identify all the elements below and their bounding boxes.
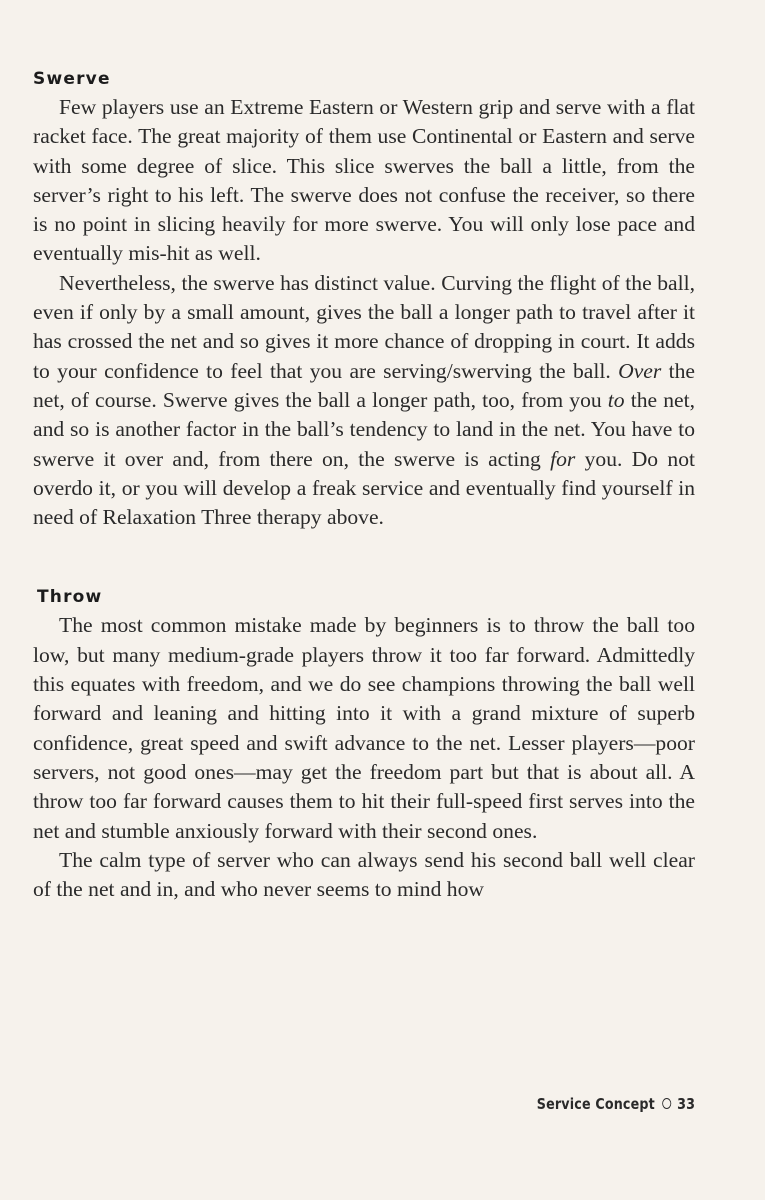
circle-separator-icon: [662, 1098, 671, 1109]
throw-paragraph-1: The most common mistake made by beginners is to throw the ball too low, but many medium-grade players throw it too far forward. Admittedly this equates with freedom, and we do see champions throwing the ball well forward and leaning and hitting into it with a grand mixture of superb confidence, great speed and swift advance to the net. Lesser players—poor servers, not good ones—may get the freedom part but that is about all. A throw too far forward causes them to hit their full-speed first serves into the net and stumble anxiously forward with their second ones.: [33, 613, 695, 843]
swerve-paragraph-1: Few players use an Extreme Eastern or Western grip and serve with a flat racket face. The great majority of them use Continental or Eastern and serve with some degree of slice. This slice swerves the ball a little, from the server’s right to his left. The swerve does not confuse the receiver, so there is no point in slicing heavily for more swerve. You will only lose pace and eventually mis-hit as well.: [33, 95, 695, 266]
section-heading-throw: Throw: [37, 587, 103, 608]
text-run: you. Do not overdo it, or you will develop a freak service and eventually find yourself in need of Relaxation Three therapy above.: [33, 446, 695, 530]
running-footer-title: Service Concept: [536, 1095, 655, 1113]
italic-for: for: [550, 446, 576, 471]
section-heading-swerve: Swerve: [33, 69, 111, 89]
swerve-paragraph-2: [33, 269, 695, 533]
section-gap: [33, 532, 695, 584]
text-run: Nevertheless, the swerve has distinct value. Curving the flight of the ball, even if only by a small amount, gives the ball a longer path to travel after it has crossed the net and so gives it more chance of dropping in court. It adds to your confidence to feel that you are serving/swerving the ball.: [33, 270, 695, 383]
page-body: [33, 66, 695, 904]
italic-over: Over: [618, 358, 662, 383]
italic-to: to: [607, 387, 625, 412]
page-footer: [537, 1095, 695, 1113]
text-run: the net, and so is another factor in the ball’s tendency to land in the net. You have to swerve it over and, from there on, the swerve is acting: [33, 387, 695, 471]
page-number: 33: [676, 1095, 695, 1113]
throw-paragraph-2: The calm type of server who can always send his second ball well clear of the net and in, and who never seems to mind how: [33, 847, 695, 902]
text-run: the net, of course. Swerve gives the ball a longer path, too, from you: [33, 358, 695, 412]
